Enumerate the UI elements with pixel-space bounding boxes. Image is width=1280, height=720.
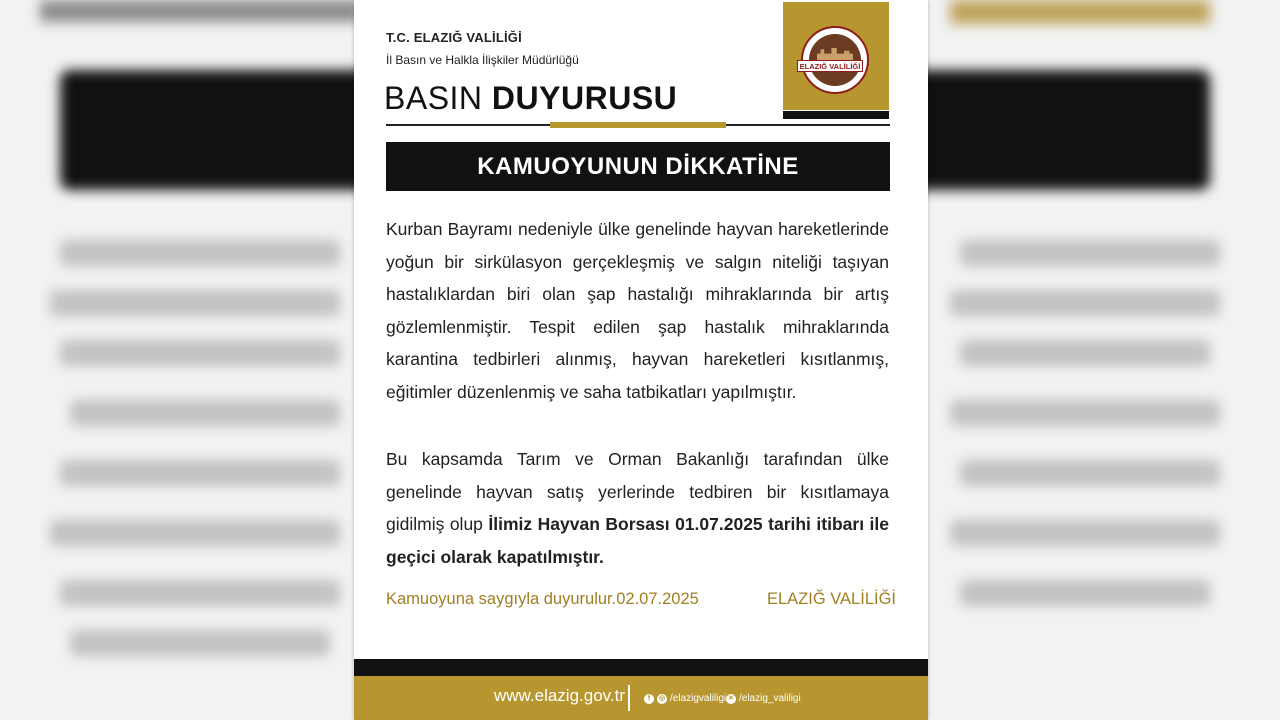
closing-line: Kamuoyuna saygıyla duyurulur.02.07.2025: [386, 590, 699, 608]
governorship-logo: [801, 26, 869, 94]
page-title: [384, 80, 677, 117]
social-x[interactable]: [726, 693, 801, 704]
body-paragraph-2: [386, 443, 889, 573]
logo-label: ELAZIĞ VALİLİĞİ: [797, 60, 863, 72]
body-paragraph-1: Kurban Bayramı nedeniyle ülke genelinde hayvan hareketlerinde yoğun bir sirkülasyon gerçekleşmiş ve salgın niteliği taşıyan hastalıklardan biri olan şap hastalığı mihraklarında bir artış gözlemlenmiştir. Tespit edilen şap hastalık mihraklarında karantina tedbirleri alınmış, hayvan hareketleri kısıtlanmış, eğitimler düzenlenmiş ve saha tatbikatları yapılmıştır.: [386, 219, 889, 402]
social-facebook-instagram[interactable]: [644, 693, 726, 704]
instagram-icon: ◎: [658, 694, 666, 702]
title-light: BASIN: [384, 80, 483, 116]
header-gold-accent: [550, 122, 726, 128]
press-release-document: [354, 0, 928, 720]
logo-panel: [783, 2, 889, 110]
website-link[interactable]: www.elazig.gov.tr: [494, 686, 626, 705]
governorship-title: T.C. ELAZIĞ VALİLİĞİ: [386, 30, 522, 45]
directorate-title: İl Basın ve Halkla İlişkiler Müdürlüğü: [386, 53, 579, 67]
footer-black-band: [354, 659, 928, 676]
facebook-icon: f: [644, 694, 654, 704]
attention-banner: KAMUOYUNUN DİKKATİNE: [386, 142, 890, 191]
social-handle-1: /elazigvaliligi: [670, 693, 727, 704]
signature: ELAZIĞ VALİLİĞİ: [767, 590, 896, 608]
footer-divider: [628, 685, 630, 711]
paragraph-2-text: Bu kapsamda Tarım ve Orman Bakanlığı tarafından ülke genelinde hayvan satış yerlerinde tedbiren bir kısıtlamaya gidilmiş olup: [386, 449, 889, 535]
paragraph-2-highlight: İlimiz Hayvan Borsası 01.07.2025 tarihi itibarı ile geçici olarak kapatılmıştır.: [386, 514, 889, 567]
social-handle-2: /elazig_valiligi: [739, 693, 801, 704]
x-icon: ✕: [726, 694, 736, 704]
title-bold: DUYURUSU: [491, 80, 678, 116]
footer-gold-band: [354, 676, 928, 720]
logo-underline: [783, 111, 889, 119]
